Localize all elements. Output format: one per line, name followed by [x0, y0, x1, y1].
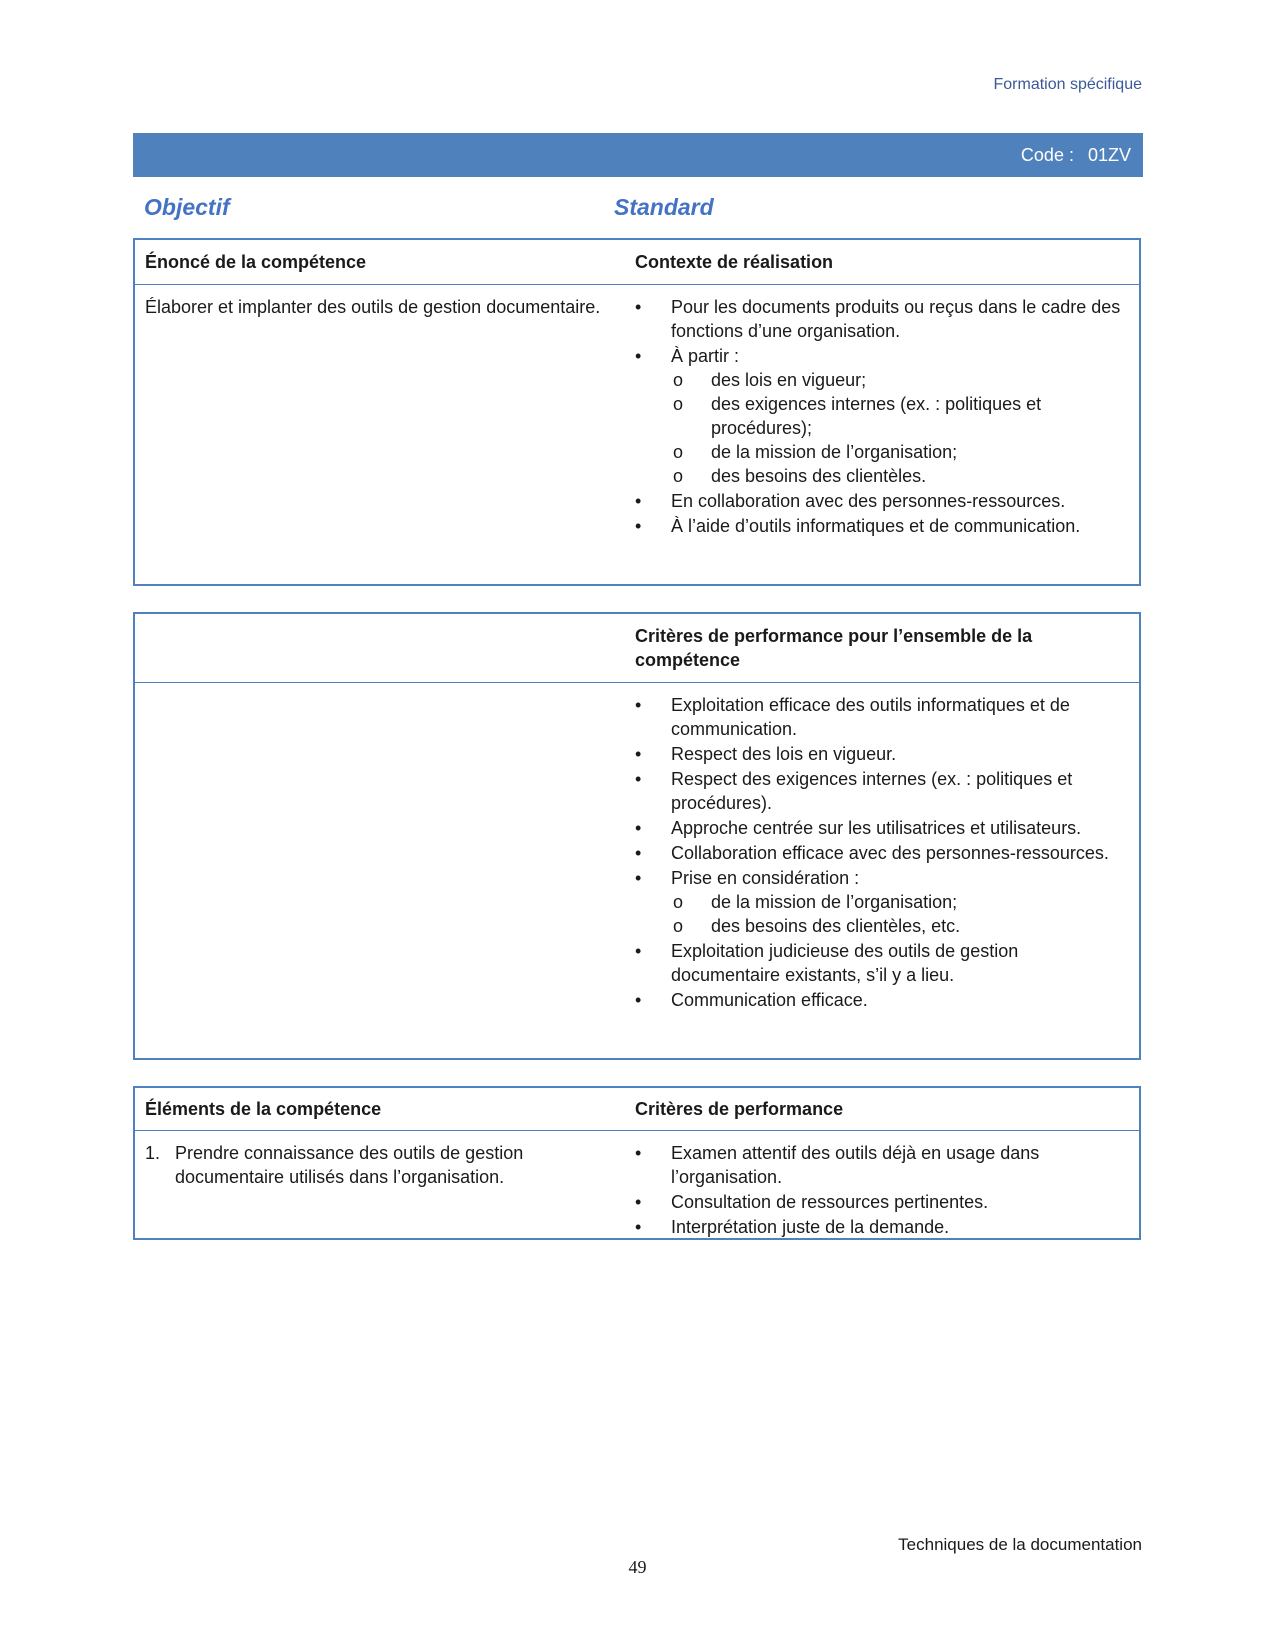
criteria-list: [635, 1141, 1123, 1239]
sub-list-item: o des lois en vigueur;: [671, 368, 1123, 392]
list-item-text: Exploitation efficace des outils informatiques et de communication.: [671, 695, 1070, 739]
standard-heading: Standard: [614, 194, 714, 220]
sub-list-item: o des besoins des clientèles, etc.: [671, 914, 1123, 938]
element-text: Prendre connaissance des outils de gestion documentaire utilisés dans l’organisation.: [175, 1143, 524, 1187]
elements-table-header: [135, 1088, 1139, 1131]
list-item-text: En collaboration avec des personnes-ressources.: [671, 491, 1066, 511]
objectif-heading: Objectif: [144, 194, 230, 220]
list-item-text: À l’aide d’outils informatiques et de communication.: [671, 516, 1081, 536]
competence-table: [133, 238, 1141, 586]
list-item: [635, 344, 1123, 488]
overall-criteria-list-wrap: [635, 693, 1139, 1013]
context-list: [635, 295, 1123, 538]
col-header-contexte: Contexte de réalisation: [635, 252, 834, 272]
section-headings: [144, 194, 1144, 222]
elements-table: [133, 1086, 1141, 1240]
list-item-text: Interprétation juste de la demande.: [671, 1217, 950, 1237]
col-header-enonce: Énoncé de la compétence: [145, 252, 367, 272]
list-item: [635, 988, 1123, 1012]
footer-program: Techniques de la documentation: [898, 1535, 1142, 1554]
list-item-text: À partir :: [671, 346, 740, 366]
overall-criteria-table: [133, 612, 1141, 1060]
list-item-text: Examen attentif des outils déjà en usage dans l’organisation.: [671, 1143, 1040, 1187]
overall-criteria-header: [135, 614, 1139, 683]
competence-table-header: [135, 240, 1139, 285]
element-number: 1.: [145, 1143, 161, 1163]
list-item-text: Consultation de ressources pertinentes.: [671, 1192, 989, 1212]
list-item-text: Collaboration efficace avec des personnes-ressources.: [671, 843, 1109, 863]
list-item: [635, 295, 1123, 343]
sub-list-item: o de la mission de l’organisation;: [671, 440, 1123, 464]
list-item: [635, 816, 1123, 840]
list-item: [635, 1190, 1123, 1214]
list-item: [635, 841, 1123, 865]
list-item: [635, 767, 1123, 815]
list-item: [635, 866, 1123, 938]
criteria-list-wrap: [635, 1141, 1139, 1240]
col-header-criteria: Critères de performance: [635, 1099, 844, 1119]
overall-criteria-left-cell: [135, 693, 635, 1013]
sub-list: [671, 368, 1123, 488]
list-item: [635, 1141, 1123, 1189]
element-cell: [135, 1141, 635, 1240]
code-label: Code :: [1020, 144, 1074, 165]
list-item: [635, 514, 1123, 538]
list-item: [635, 742, 1123, 766]
list-item-text: Prise en considération :: [671, 868, 860, 888]
overall-criteria-list: [635, 693, 1123, 1012]
list-item-text: Respect des exigences internes (ex. : politiques et procédures).: [671, 769, 1073, 813]
competence-statement: Élaborer et implanter des outils de gestion documentaire.: [145, 297, 601, 317]
code-value: 01ZV: [1087, 144, 1131, 165]
code-band: [133, 133, 1143, 177]
page-number: 49: [628, 1557, 647, 1577]
running-header: Formation spécifique: [993, 76, 1142, 93]
list-item-text: Exploitation judicieuse des outils de gestion documentaire existants, s’il y a lieu.: [671, 941, 1019, 985]
col-header-elements: Éléments de la compétence: [145, 1099, 382, 1119]
list-item: [635, 939, 1123, 987]
sub-list: [671, 890, 1123, 938]
list-item: [635, 1215, 1123, 1239]
overall-criteria-row: [135, 683, 1139, 1013]
list-item-text: Respect des lois en vigueur.: [671, 744, 897, 764]
sub-list-item: o des exigences internes (ex. : politiques et procédures);: [671, 392, 1123, 440]
list-item-text: Pour les documents produits ou reçus dans le cadre des fonctions d’une organisation.: [671, 297, 1121, 341]
sub-list-item: o des besoins des clientèles.: [671, 464, 1123, 488]
list-item: [635, 489, 1123, 513]
list-item-text: Communication efficace.: [671, 990, 868, 1010]
competence-table-row: [135, 285, 1139, 539]
col-header-overall-criteria: Critères de performance pour l’ensemble de la compétence: [635, 626, 1033, 670]
elements-table-row: [135, 1131, 1139, 1240]
list-item: [635, 693, 1123, 741]
sub-list-item: o de la mission de l’organisation;: [671, 890, 1123, 914]
list-item-text: Approche centrée sur les utilisatrices et utilisateurs.: [671, 818, 1082, 838]
context-list-wrap: [635, 295, 1139, 539]
